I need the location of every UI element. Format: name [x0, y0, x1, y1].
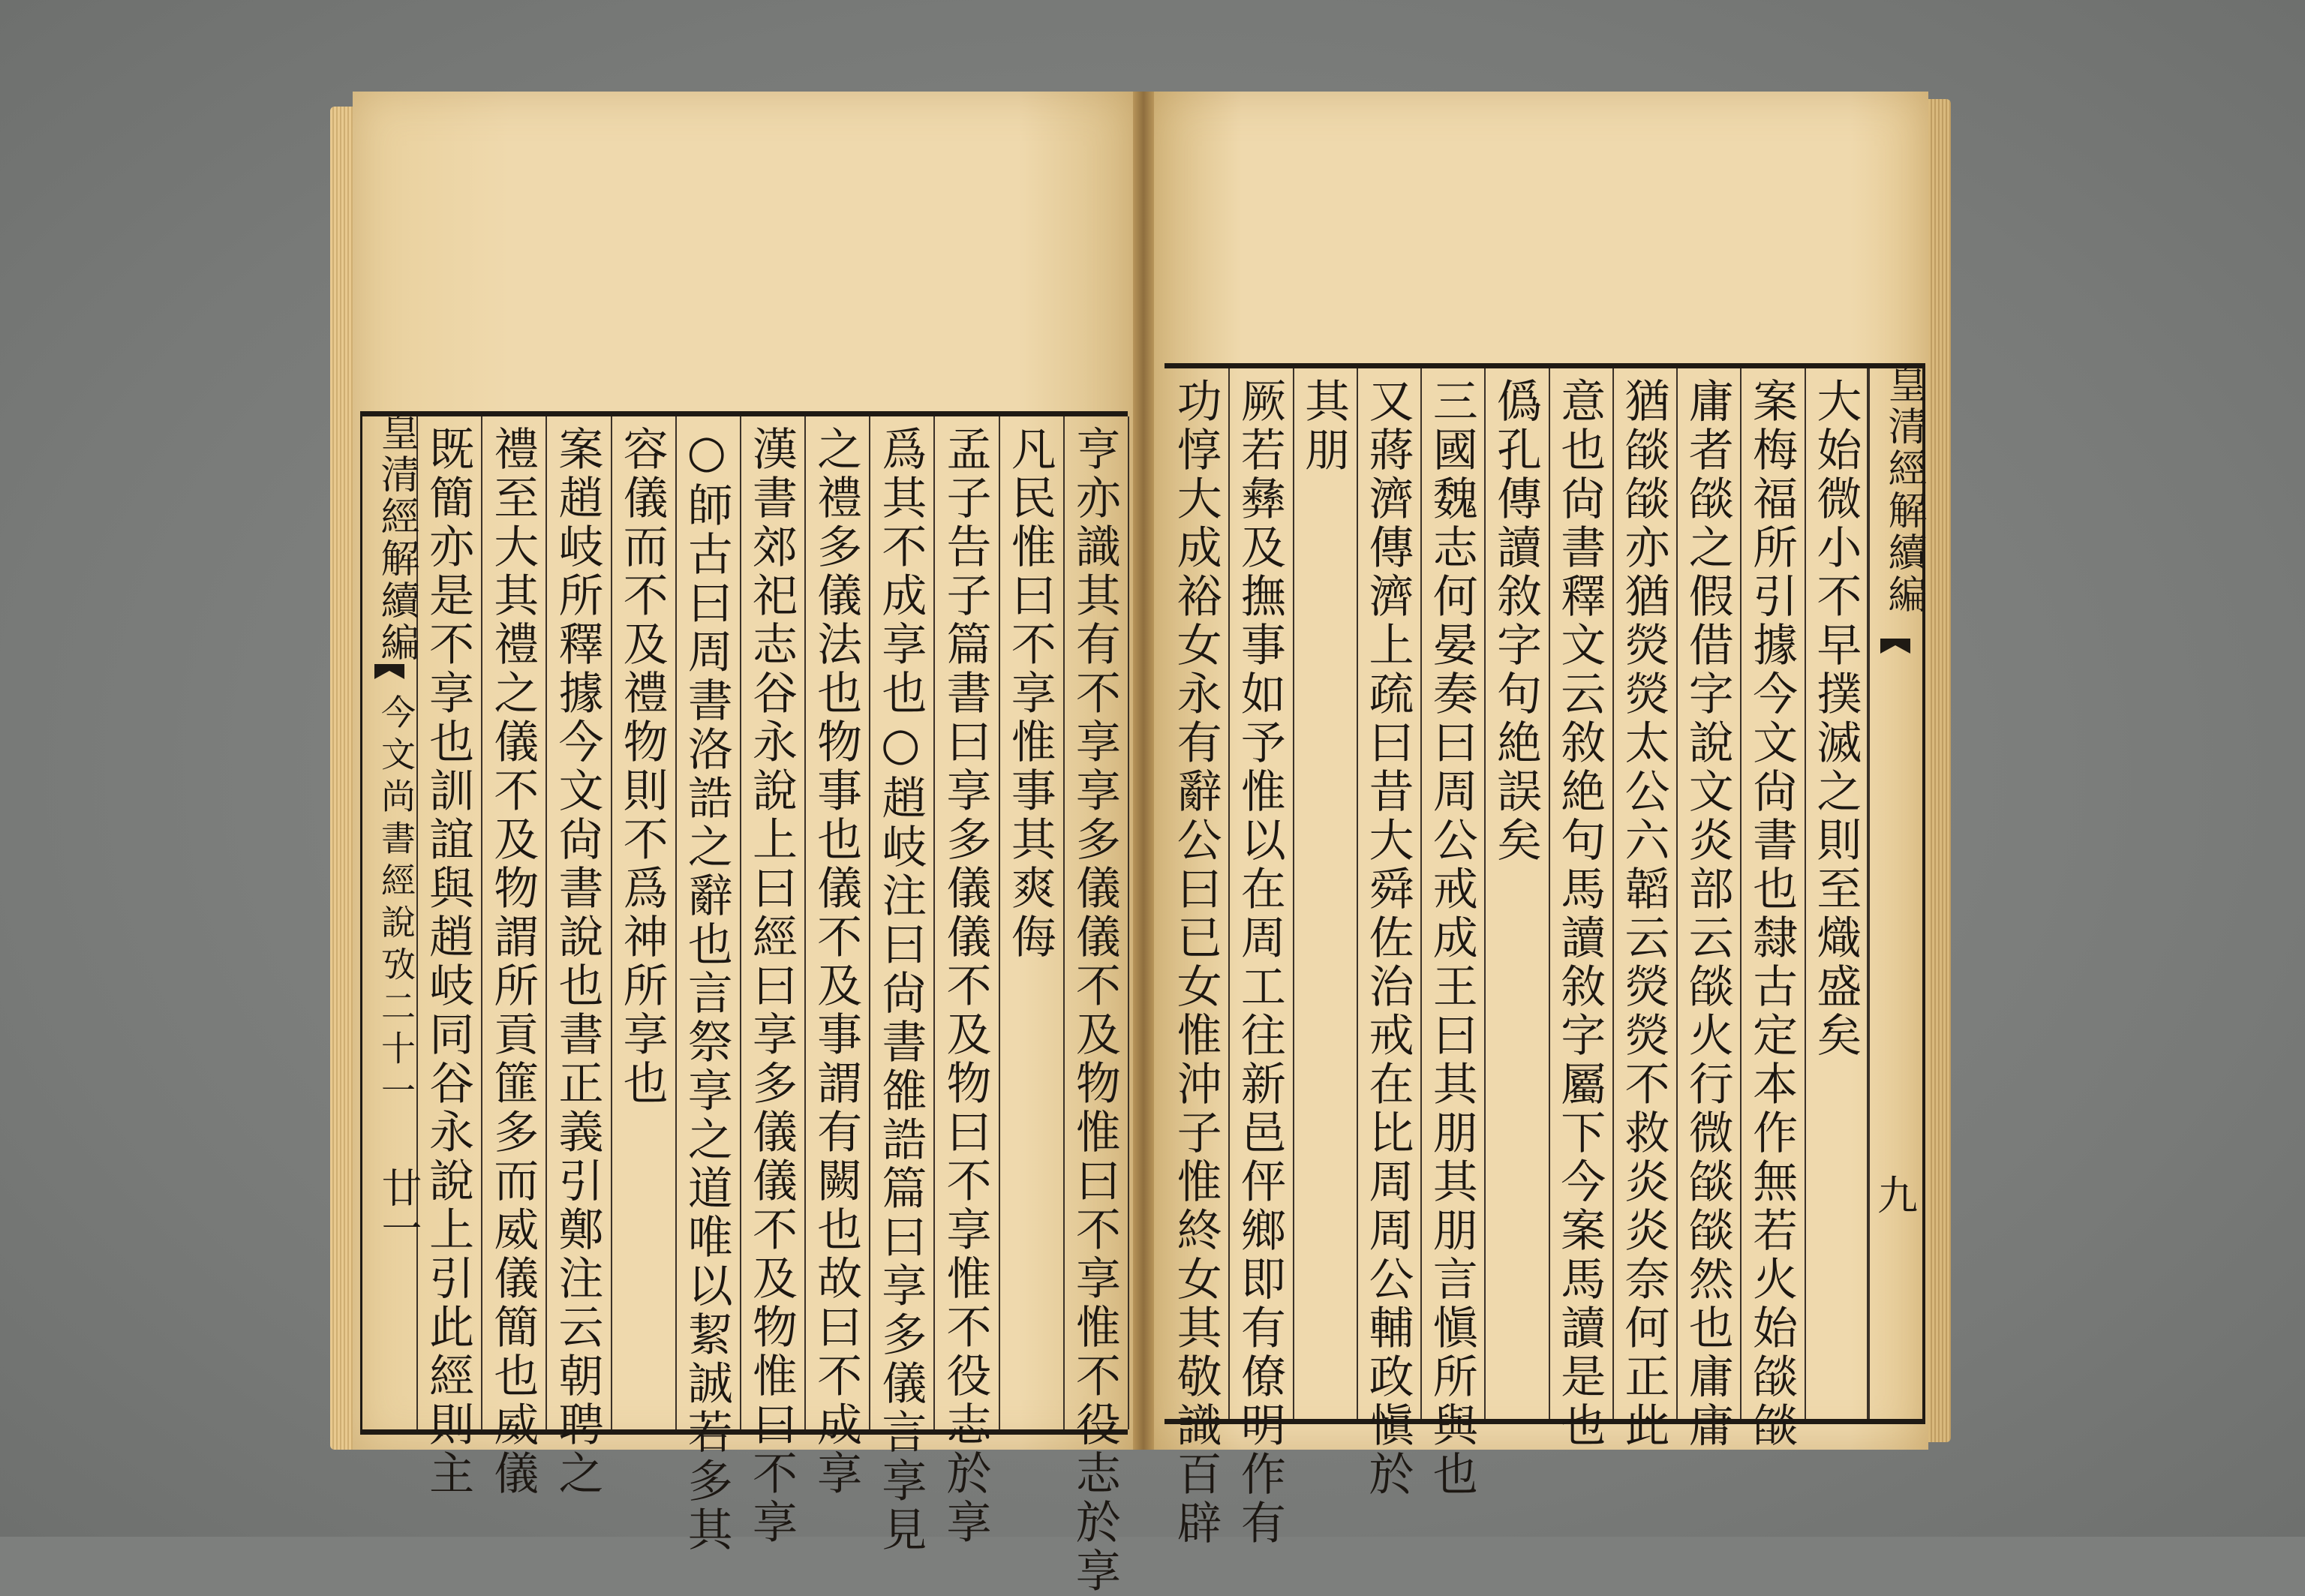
column-text: 容儀而不及禮物則不爲神所享也 — [615, 425, 669, 1108]
column-text: 庸者燄之假借字說文炎部云燄火行微燄燄然也庸庸 — [1681, 377, 1734, 1450]
column-text: 禮至大其禮之儀不及物謂所貢篚多而威儀簡也威儀 — [486, 425, 539, 1498]
text-column — [1293, 368, 1358, 1419]
left-page-number: 廿一 — [375, 1167, 422, 1248]
column-text: 案梅福所引據今文尙書也隸古定本作無若火始燄燄 — [1745, 377, 1799, 1450]
text-column — [1357, 368, 1422, 1499]
text-column — [1063, 416, 1129, 1596]
text-column — [740, 416, 806, 1547]
text-column — [1228, 368, 1294, 1548]
text-column — [545, 416, 612, 1498]
book-gutter — [1133, 92, 1154, 1450]
right-page-number: 九 — [1877, 1172, 1918, 1219]
column-text: 之禮多儀法也物事也儀不及事謂有闕也故曰不成享 — [810, 425, 863, 1498]
column-text: 既簡亦是不享也訓誼與趙岐同谷永說上引此經則主 — [422, 425, 475, 1498]
column-text: 爲其不成享也○趙岐注曰尙書雒誥篇曰享多儀言享見 — [874, 425, 927, 1555]
column-text: ○師古曰周書洛誥之辭也言祭享之道唯以絜誠若多其 — [680, 425, 733, 1555]
text-column — [1676, 368, 1742, 1450]
text-column — [481, 416, 547, 1498]
column-text: 大始微小不早撲滅之則至熾盛矣 — [1809, 377, 1862, 1060]
column-text: 亨亦識其有不享享多儀儀不及物惟曰不享惟不役志於享 — [1068, 425, 1121, 1596]
text-column — [675, 416, 741, 1555]
right-banner-title: 皇清經解續編 — [1881, 364, 1926, 616]
column-text: 又蔣濟傳濟上疏曰昔大舜佐治戒在比周周公輔政愼於 — [1361, 377, 1414, 1499]
open-book — [330, 84, 1951, 1596]
text-column — [999, 416, 1065, 1429]
fish-tail-mark — [1880, 639, 1910, 654]
column-text: 功惇大成裕女永有辭公曰已女惟沖子惟終女其敬識百辟 — [1169, 377, 1222, 1548]
text-column — [804, 416, 870, 1498]
column-text: 意也尙書釋文云敘絶句馬讀敘字屬下今案馬讀是也 — [1553, 377, 1606, 1450]
left-text-frame — [360, 411, 1128, 1596]
column-text: 猶燄燄亦猶熒熒太公六韜云熒熒不救炎炎奈何正此 — [1617, 377, 1670, 1450]
column-text: 三國魏志何晏奏曰周公戒成王曰其朋其朋言愼所與也 — [1425, 377, 1478, 1499]
column-text: 孟子告子篇書曰享多儀儀不及物曰不享惟不役志於享 — [939, 425, 992, 1547]
text-column — [1612, 368, 1678, 1450]
left-banner-subtitle: 今文尚書經說攷二十一 — [376, 694, 416, 1114]
fish-tail-mark — [374, 664, 404, 679]
column-text: 其朋 — [1297, 377, 1351, 475]
column-text: 厥若彝及撫事如予惟以在周工往新邑伻鄉即有僚明作有 — [1233, 377, 1286, 1548]
left-banner-title: 皇清經解續編 — [374, 412, 419, 664]
text-column — [1484, 368, 1549, 1419]
text-column — [1740, 368, 1805, 1450]
column-text: 凡民惟曰不享惟事其爽侮 — [1003, 425, 1056, 962]
text-column — [933, 416, 999, 1547]
right-banner-column — [1867, 364, 1926, 1419]
text-column — [869, 416, 935, 1555]
text-column — [611, 416, 677, 1429]
left-banner-column — [362, 412, 422, 1429]
text-column — [1165, 368, 1230, 1548]
right-text-frame — [1165, 363, 1926, 1548]
column-text: 漢書郊祀志谷永說上曰經曰享多儀儀不及物惟曰不享 — [744, 425, 798, 1547]
text-column — [416, 416, 482, 1498]
column-text: 僞孔傳讀敘字句絶誤矣 — [1489, 377, 1542, 865]
column-text: 案趙岐所釋據今文尙書說也書正義引鄭注云朝聘之 — [551, 425, 604, 1498]
text-column — [1805, 368, 1870, 1419]
text-column — [1549, 368, 1614, 1450]
text-column — [1420, 368, 1486, 1499]
